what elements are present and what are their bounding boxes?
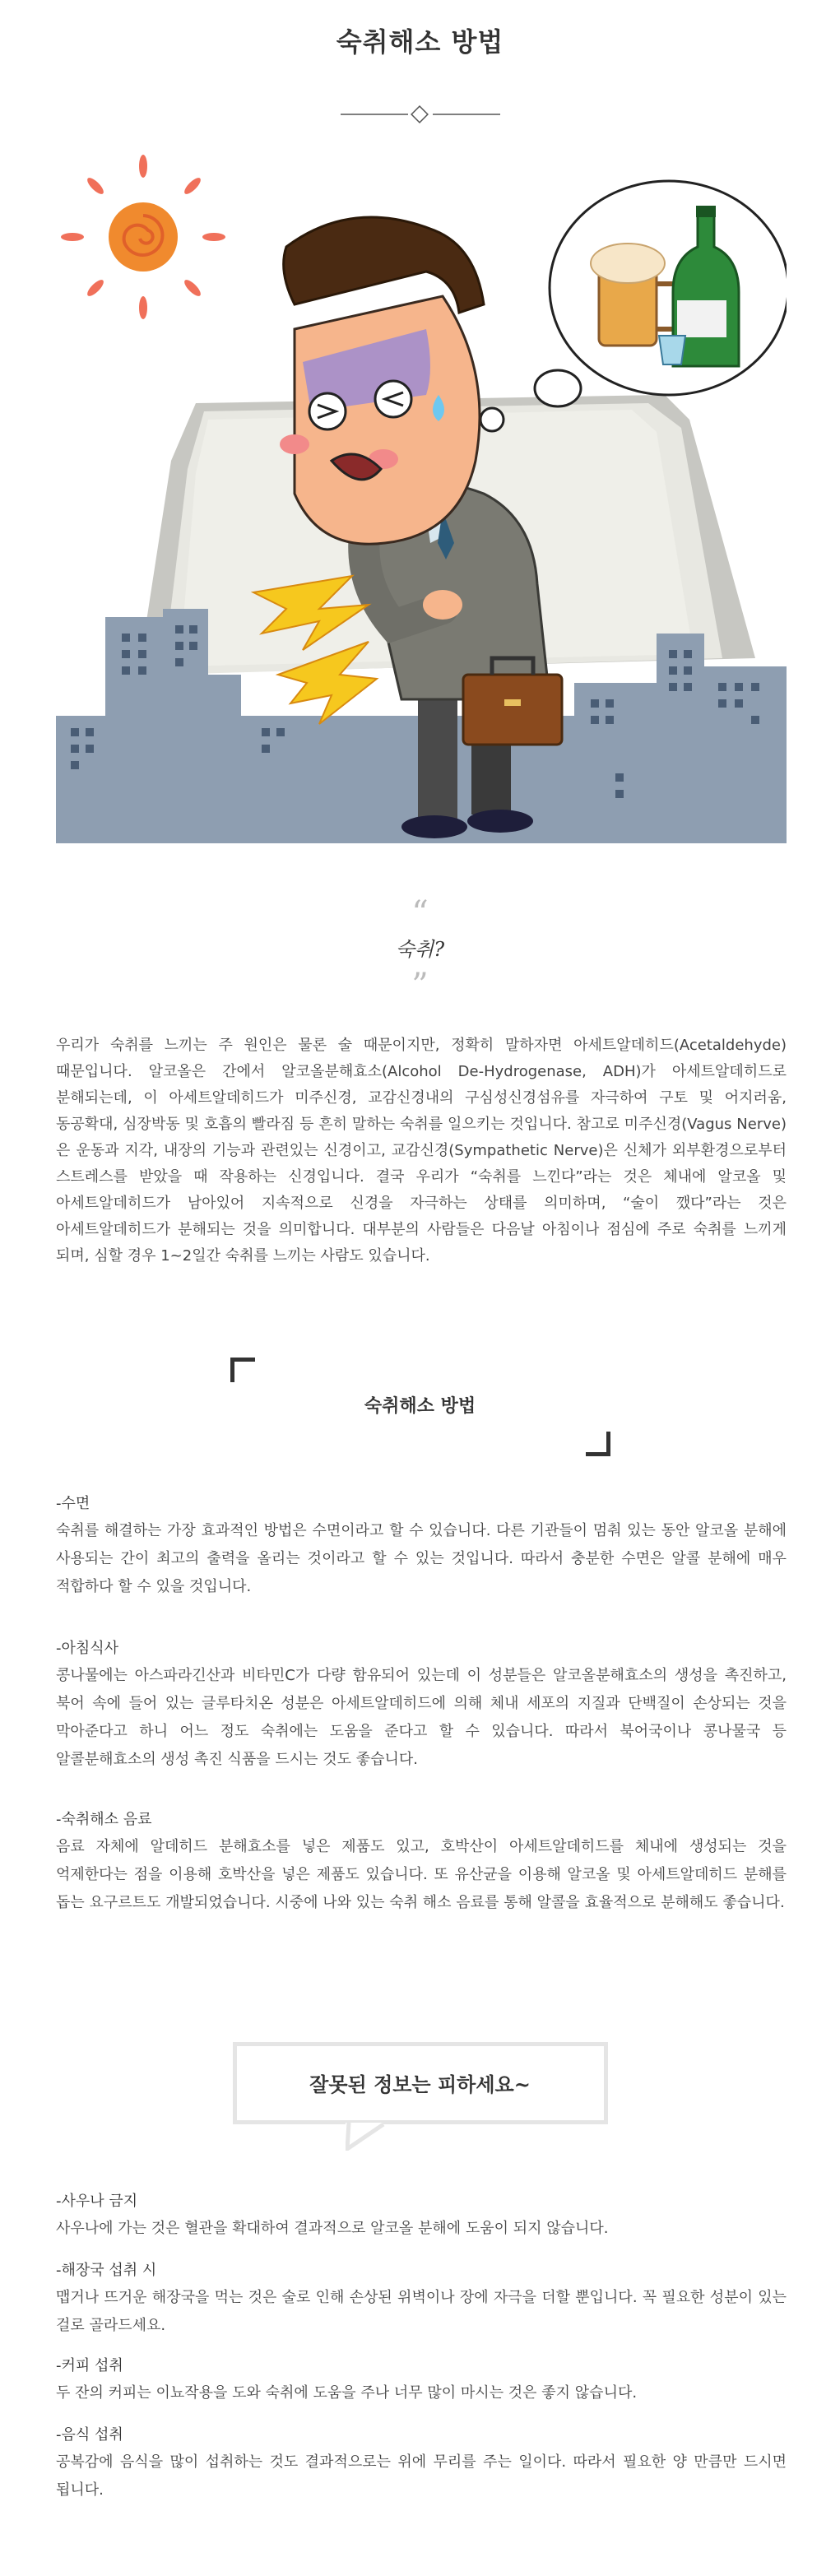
warning-text: 공복감에 음식을 많이 섭취하는 것도 결과적으로는 위에 무리를 주는 일이다. 따라서 필요한 양 만큼만 드시면 됩니다. (56, 2453, 787, 2499)
speech-bubble-text: 잘못된 정보는 피하세요~ (309, 2072, 531, 2096)
warning-heading: -해장국 섭취 시 (56, 2262, 157, 2279)
hangover-illustration (56, 148, 787, 843)
sun-icon (61, 155, 225, 319)
quote-title: 숙취? (395, 938, 445, 961)
method-heading: -수면 (56, 1495, 90, 1512)
method-text: 숙취를 해결하는 가장 효과적인 방법은 수면이라고 할 수 있습니다. 다른 기관들이 멈춰 있는 동안 알코올 분해에 사용되는 간이 최고의 출력을 올리는 것이라고 할 수 있는 것입니다. 따라서 충분한 수면은 알콜 분해에 매우 적합하다 할 수 있을 것입니다. (56, 1522, 787, 1595)
shot-glass-icon (659, 336, 685, 364)
warning-item (56, 2422, 787, 2504)
method-item (56, 1807, 787, 1917)
warning-heading: -음식 섭취 (56, 2426, 123, 2444)
bracket-top-left (230, 1358, 255, 1382)
method-item (56, 1636, 787, 1774)
methods-section-title: 숙취해소 방법 (364, 1396, 476, 1417)
method-text: 콩나물에는 아스파라긴산과 비타민C가 다량 함유되어 있는데 이 성분들은 알코올분해효소의 생성을 촉진하고, 북어 속에 들어 있는 글루타치온 성분은 아세트알데히드에 의해 체내 세포의 지질과 단백질이 손상되는 것을 막아준다고 하니 어느 정도 숙취에는 도움을 준다고 할 수 있습니다. 따라서 북어국이나 콩나물국 등 알콜분해효소의 생성 촉진 식품을 드시는 것도 좋습니다. (56, 1667, 787, 1768)
method-item (56, 1491, 787, 1601)
warning-text: 사우나에 가는 것은 혈관을 확대하여 결과적으로 알코올 분해에 도움이 되지 않습니다. (56, 2220, 609, 2237)
warning-text: 두 잔의 커피는 이뇨작용을 도와 숙취에 도움을 주나 너무 많이 마시는 것은 좋지 않습니다. (56, 2384, 638, 2402)
quote-open-mark: “ (411, 894, 429, 932)
title-divider (341, 102, 500, 127)
method-heading: -아침식사 (56, 1640, 119, 1657)
thought-bubble (480, 181, 787, 431)
warning-text: 맵거나 뜨거운 해장국을 먹는 것은 술로 인해 손상된 위벽이나 장에 자극을 더할 뿐입니다. 꼭 필요한 성분이 있는 걸로 골라드세요. (56, 2289, 787, 2334)
intro-paragraph: 우리가 숙취를 느끼는 주 원인은 물론 술 때문이지만, 정확히 말하자면 아세트알데히드(Acetaldehyde) 때문입니다. 알코올은 간에서 알코올분해효소(Alcohol De-Hydrogenase, ADH)가 아세트알데히드로 분해되는데, 이 아세트알데히드가 미주신경, 교감신경내의 구심성신경섬유를 자극하여 구토 및 어지러움, 동공확대, 심장박동 및 호흡의 빨라짐 등 흔히 말하는 숙취를 일으키는 것입니다. 참고로 미주신경(Vagus Nerve)은 운동과 지각, 내장의 기능과 관련있는 신경이고, 교감신경(Sympathetic Nerve)은 신체가 외부환경으로부터 스트레스를 받았을 때 작용하는 신경입니다. 결국 우리가 “숙취를 느낀다”라는 것은 체내에 알코올 및 아세트알데히드가 남아있어 지속적으로 신경을 자극하는 상태를 의미하며, “술이 깼다”라는 것은 아세트알데히드가 분해되는 것을 의미합니다. 대부분의 사람들은 다음날 아침이나 점심에 주로 숙취를 느끼게 되며, 심할 경우 1~2일간 숙취를 느끼는 사람도 있습니다. (56, 1037, 787, 1265)
quote-close-mark: ” (411, 967, 429, 1005)
warning-heading: -사우나 금지 (56, 2193, 138, 2210)
bracket-bottom-right (586, 1432, 610, 1456)
warning-item (56, 2188, 787, 2243)
warning-item (56, 2258, 787, 2340)
warning-item (56, 2353, 787, 2407)
page-title: 숙취해소 방법 (336, 26, 504, 58)
speech-bubble-tail (346, 2123, 387, 2151)
method-heading: -숙취해소 음료 (56, 1811, 152, 1828)
warning-heading: -커피 섭취 (56, 2357, 123, 2374)
method-text: 음료 자체에 알데히드 분해효소를 넣은 제품도 있고, 호박산이 아세트알데히드를 체내에 생성되는 것을 억제한다는 점을 이용해 호박산을 넣은 제품도 있습니다. 또 유산균을 이용해 알코올 및 아세트알데히드 분해를 돕는 요구르트도 개발되었습니다. 시중에 나와 있는 숙취 해소 음료를 통해 알콜을 효율적으로 분해해도 좋습니다. (56, 1838, 787, 1911)
